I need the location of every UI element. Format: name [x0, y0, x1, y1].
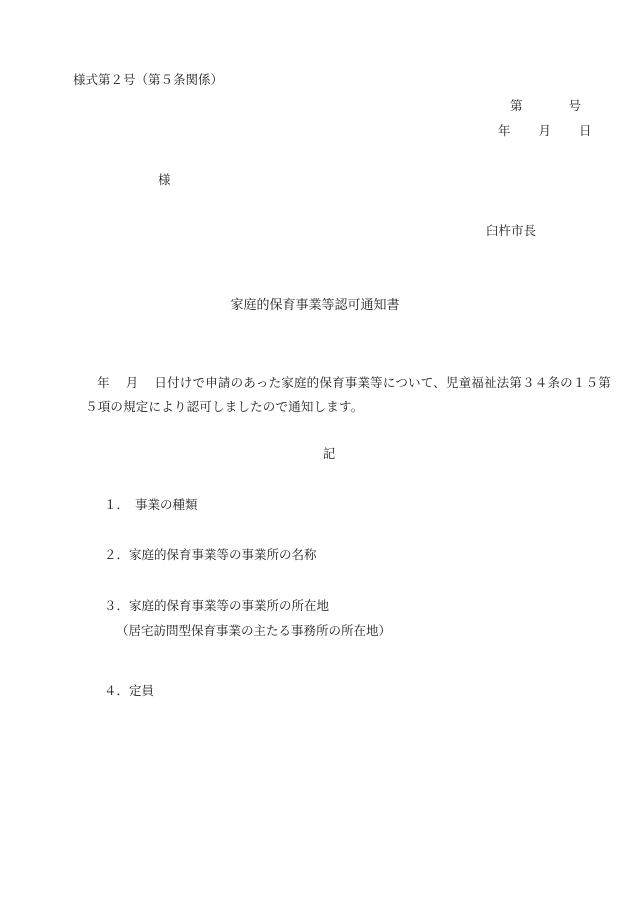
document-title: 家庭的保育事業等認可通知書: [230, 298, 400, 313]
date-year: 年: [498, 123, 511, 138]
number-suffix: 号: [568, 98, 582, 113]
body-text-line-2: ５項の規定により認可しましたので通知します。: [85, 399, 364, 414]
issuer-name: 臼杵市長: [486, 223, 537, 238]
body-month: 月: [125, 375, 139, 390]
body-year: 年: [97, 375, 110, 390]
list-item: [104, 598, 329, 614]
item-label: 家庭的保育事業等の事業所の名称: [129, 547, 317, 562]
number-prefix: 第: [510, 98, 523, 113]
item-number: ２．: [104, 547, 130, 562]
form-label: 様式第２号（第５条関係）: [73, 72, 224, 87]
list-item-note: （居宅訪問型保育事業の主たる事務所の所在地）: [116, 623, 392, 638]
item-number: １．: [104, 497, 130, 512]
list-item: [104, 547, 317, 563]
addressee-honorific: 様: [158, 172, 171, 187]
item-label: 定員: [129, 683, 155, 698]
issue-date-line: [498, 123, 592, 139]
body-line1-rest: 日付けで申請のあった家庭的保育事業等について、児童福祉法第３４条の１５第: [154, 375, 611, 390]
list-item: [104, 683, 154, 699]
item-label: 家庭的保育事業等の事業所の所在地: [129, 598, 330, 613]
item-label: 事業の種類: [135, 497, 198, 512]
date-month: 月: [538, 123, 552, 138]
item-number: ３．: [104, 598, 130, 613]
ki-heading: 記: [322, 446, 336, 461]
document-number-line: [510, 98, 581, 114]
date-day: 日: [579, 123, 592, 138]
item-number: ４．: [104, 683, 130, 698]
list-item: [104, 497, 198, 513]
body-text-line-1: [97, 375, 611, 391]
